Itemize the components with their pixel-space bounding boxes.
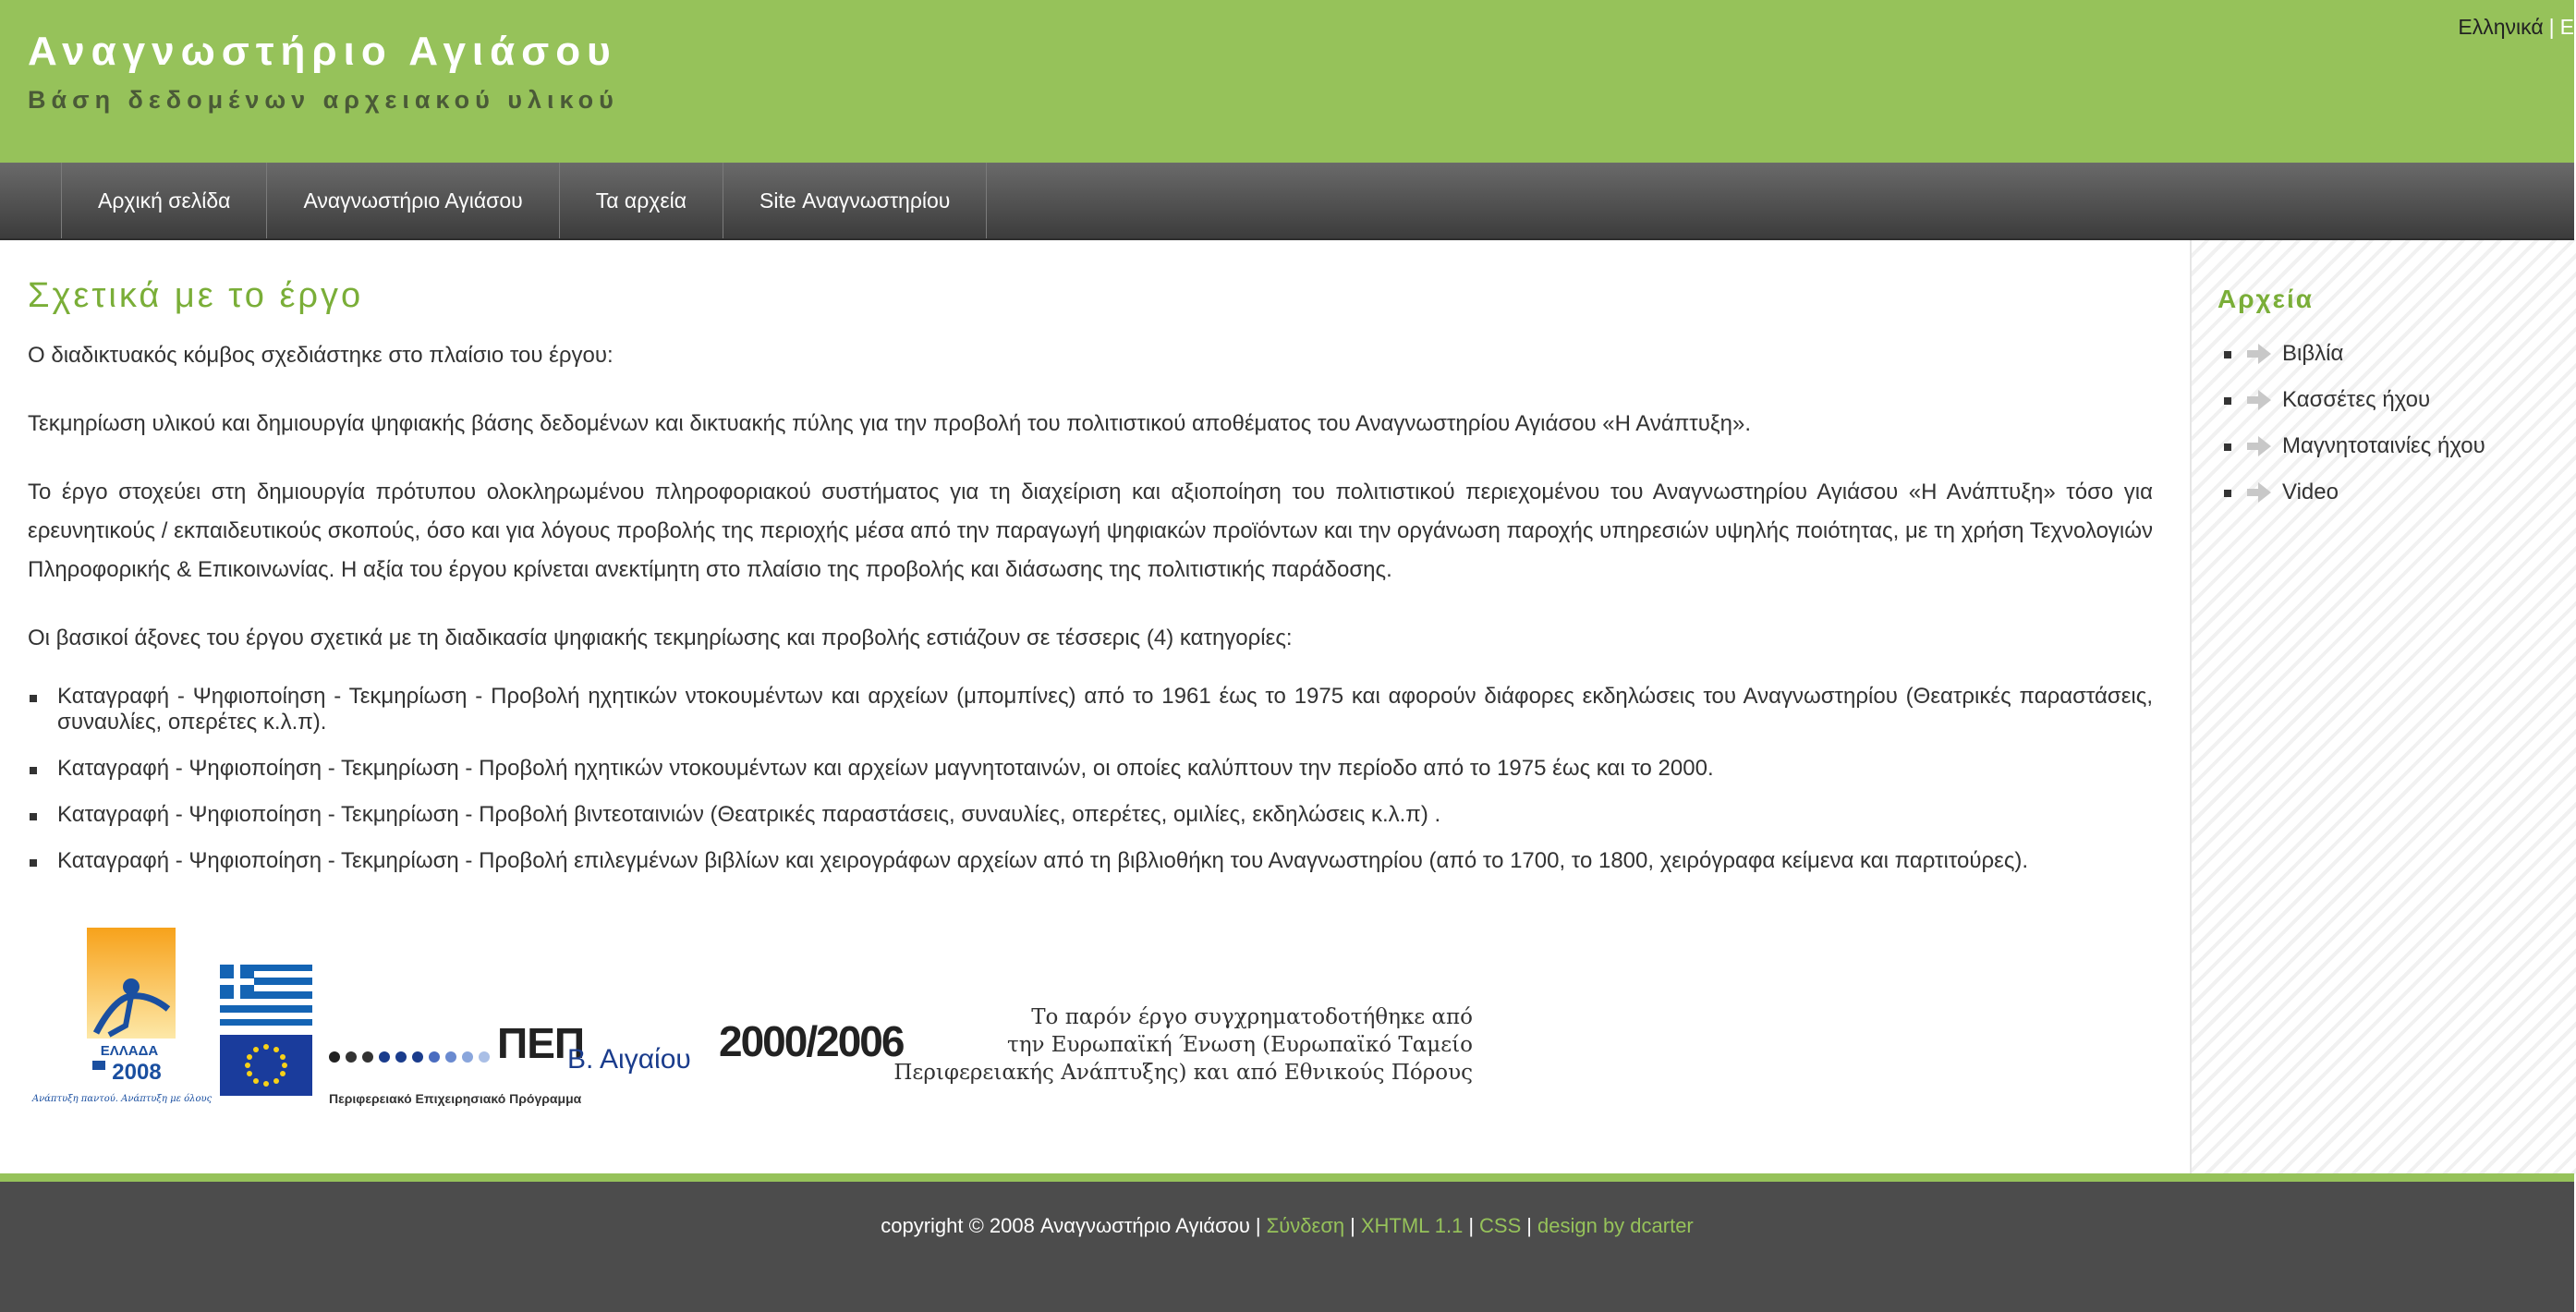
footer-accent-bar (0, 1173, 2574, 1182)
sidebar-item-cassettes[interactable] (2192, 377, 2576, 423)
svg-text:Ανάπτυξη παντού. Ανάπτυξη με ό: Ανάπτυξη παντού. Ανάπτυξη με όλους (31, 1094, 213, 1104)
site-footer (0, 1182, 2574, 1312)
funding-statement (891, 1003, 1473, 1087)
pep-region: Β. Αιγαίου (567, 1044, 691, 1075)
list-item: Καταγραφή - Ψηφιοποίηση - Τεκμηρίωση - Προβολή ηχητικών ντοκουμέντων και αρχείων μαγνητοταινών, οι οποίες καλύπτουν την περίοδο από το 1975 έως και το 2000. (28, 756, 2153, 782)
site-subtitle: Βάση δεδομένων αρχειακού υλικού (28, 86, 619, 114)
pep-label: ΠΕΠ (497, 1019, 585, 1067)
svg-text:ΕΛΛΑΔΑ: ΕΛΛΑΔΑ (100, 1043, 159, 1059)
sidebar-item-label[interactable]: Κασσέτες ήχου (2282, 387, 2431, 412)
greece-2008-logo (31, 924, 213, 1109)
language-separator: | (2548, 15, 2555, 39)
bullet-icon (2224, 490, 2231, 497)
footer-separator: | (1350, 1214, 1355, 1237)
bullet-icon (2224, 351, 2231, 358)
footer-xhtml-link[interactable]: XHTML 1.1 (1360, 1214, 1464, 1237)
list-item: Καταγραφή - Ψηφιοποίηση - Τεκμηρίωση - Προβολή ηχητικών ντοκουμέντων και αρχείων (μπομπίνες) από το 1961 έως το 1975 και αφορούν διάφορες εκδηλώσεις του Αναγνωστηρίου (Θεατρικές παραστάσεις, συναυλίες, οπερέτες κ.λ.π). (28, 684, 2153, 735)
greek-flag-icon (220, 965, 312, 1026)
arrow-right-icon (2247, 344, 2271, 364)
sidebar-item-label[interactable]: Βιβλία (2282, 341, 2344, 366)
footer-copyright: copyright © 2008 Αναγνωστήριο Αγιάσου (881, 1214, 1250, 1237)
footer-login-link[interactable]: Σύνδεση (1266, 1214, 1345, 1237)
list-item: Καταγραφή - Ψηφιοποίηση - Τεκμηρίωση - Προβολή επιλεγμένων βιβλίων και χειρογράφων αρχείων από τη βιβλιοθήκη του Αναγνωστηρίου (από το 1700, το 1800, χειρόγραφα κείμενα και παρτιτούρες). (28, 848, 2153, 874)
funding-line: Το παρόν έργο συγχρηματοδοτήθηκε από (1031, 1005, 1473, 1029)
nav-item-archives[interactable]: Τα αρχεία (559, 163, 723, 238)
sidebar-item-label[interactable]: Μαγνητοταινίες ήχου (2282, 433, 2485, 458)
footer-design-link[interactable]: design by dcarter (1537, 1214, 1694, 1237)
page-title: Σχετικά με το έργο (28, 276, 364, 315)
goal-paragraph: Το έργο στοχεύει στη δημιουργία πρότυπου ολοκληρωμένου πληροφοριακού συστήματος για τη διαχείριση και αξιοποίηση του πολιτιστικού περιεχομένου του Αναγνωστηρίου Αγιάσου «Η Ανάπτυξη» τόσο για ερευνητικούς / εκπαιδευτικούς σκοπούς, όσο και για λόγους προβολής της περιοχής μέσα από την παραγωγή ψηφιακών προϊόντων και την οργάνωση παροχής υπηρεσιών υψηλής ποιότητας, με τη χρήση Τεχνολογιών Πληροφορικής & Επικοινωνίας. Η αξία του έργου κρίνεται ανεκτίμητη στο πλαίσιο της προβολής και διάσωσης της πολιτιστικής παράδοσης. (28, 480, 2153, 582)
nav-item-site[interactable]: Site Αναγνωστηρίου (723, 163, 987, 238)
eu-flag-icon (220, 1035, 312, 1096)
language-english-link[interactable]: E (2559, 15, 2574, 39)
bullet-icon (2224, 443, 2231, 451)
bullet-icon (2224, 397, 2231, 405)
site-header (0, 0, 2574, 163)
funding-banner (31, 924, 1473, 1118)
footer-line (0, 1213, 2574, 1239)
footer-separator: | (1255, 1214, 1261, 1237)
main-navigation (0, 163, 2574, 240)
sidebar-title: Αρχεία (2218, 285, 2314, 313)
language-greek-link[interactable]: Ελληνικά (2458, 15, 2544, 39)
main-content (28, 240, 2153, 1173)
footer-separator: | (1526, 1214, 1532, 1237)
categories-list (28, 684, 2153, 874)
project-paragraph: Τεκμηρίωση υλικού και δημιουργία ψηφιακής βάσης δεδομένων και δικτυακής πύλης για την προβολή του πολιτιστικού αποθέματος του Αναγνωστηρίου Αγιάσου «Η Ανάπτυξη». (28, 411, 1752, 436)
pep-years: 2000/2006 (719, 1017, 904, 1065)
arrow-right-icon (2247, 482, 2271, 503)
site-title[interactable]: Αναγνωστήριο Αγιάσου (28, 29, 617, 74)
arrow-right-icon (2247, 436, 2271, 456)
intro-paragraph: Ο διαδικτυακός κόμβος σχεδιάστηκε στο πλαίσιο του έργου: (28, 343, 614, 368)
nav-item-home[interactable]: Αρχική σελίδα (61, 163, 266, 238)
pep-caption: Περιφερειακό Επιχειρησιακό Πρόγραμμα (329, 1091, 582, 1106)
funding-line: την Ευρωπαϊκή Ένωση (Ευρωπαϊκό Ταμείο (1006, 1033, 1473, 1057)
sidebar-item-books[interactable] (2192, 331, 2576, 377)
footer-css-link[interactable]: CSS (1479, 1214, 1522, 1237)
sidebar (2190, 240, 2576, 1175)
footer-separator: | (1468, 1214, 1475, 1237)
svg-text:2008: 2008 (112, 1060, 162, 1085)
language-switcher (2458, 13, 2574, 41)
sidebar-item-tapes[interactable] (2192, 423, 2576, 469)
pep-dots-icon (329, 1048, 504, 1066)
axes-paragraph: Οι βασικοί άξονες του έργου σχετικά με τη διαδικασία ψηφιακής τεκμηρίωσης και προβολής εστιάζουν σε τέσσερις (4) κατηγορίες: (28, 626, 1293, 650)
sidebar-item-label[interactable]: Video (2282, 480, 2339, 504)
sidebar-list (2192, 331, 2576, 516)
arrow-right-icon (2247, 390, 2271, 410)
list-item: Καταγραφή - Ψηφιοποίηση - Τεκμηρίωση - Προβολή βιντεοταινιών (Θεατρικές παραστάσεις, συναυλίες, οπερέτες, ομιλίες, εκδηλώσεις κ.λ.π) . (28, 802, 2153, 828)
sidebar-item-video[interactable] (2192, 469, 2576, 516)
funding-line: Περιφερειακής Ανάπτυξης) και από Εθνικούς Πόρους (893, 1061, 1473, 1085)
nav-item-reading-room[interactable]: Αναγνωστήριο Αγιάσου (266, 163, 558, 238)
